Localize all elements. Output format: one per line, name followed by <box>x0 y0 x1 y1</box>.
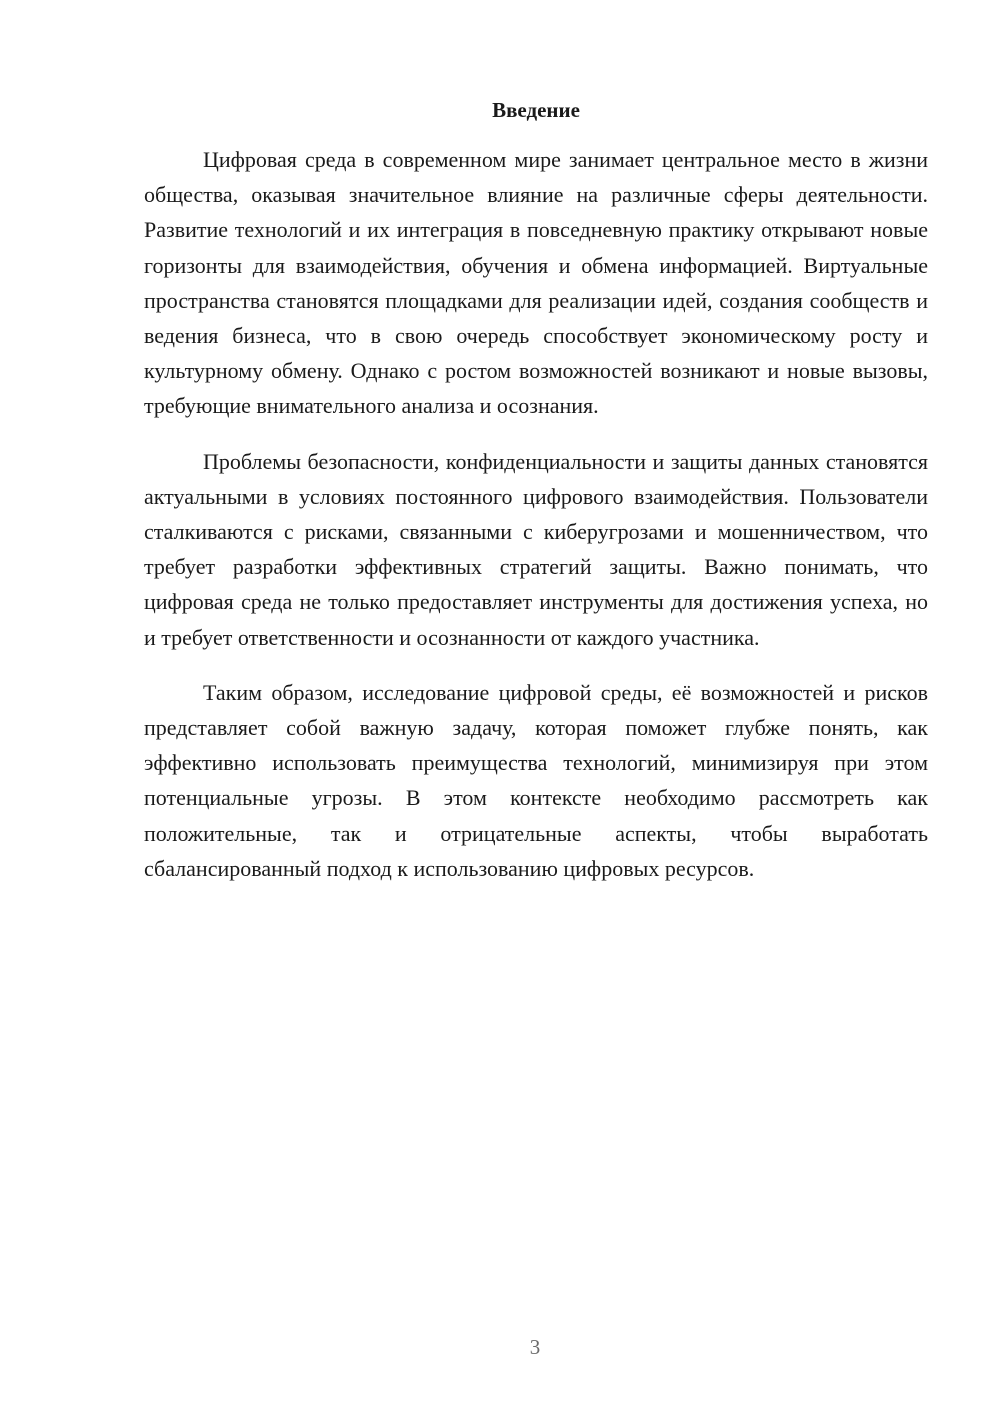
paragraph-3: Таким образом, исследование цифровой среды, её возможностей и рисков представляет собой важную задачу, которая поможет глубже понять, как эффективно использовать преимущества технологий, минимизируя при этом потенциальные угрозы. В этом контексте необходимо рассмотреть как положительные, так и отрицательные аспекты, чтобы выработать сбалансированный подход к использованию цифровых ресурсов. <box>144 679 928 881</box>
paragraph-2: Проблемы безопасности, конфиденциальности и защиты данных становятся актуальными в условиях постоянного цифрового взаимодействия. Пользователи сталкиваются с рисками, связанными с киберугрозами и мошенничеством, что требует разработки эффективных стратегий защиты. Важно понимать, что цифровая среда не только предоставляет инструменты для достижения успеха, но и требует ответственности и осознанности от каждого участника. <box>144 448 928 650</box>
section-heading: Введение <box>492 98 580 122</box>
page-content <box>144 94 928 886</box>
page-number: 3 <box>529 1335 541 1359</box>
paragraph-1: Цифровая среда в современном мире занимает центральное место в жизни общества, оказывая значительное влияние на различные сферы деятельности. Развитие технологий и их интеграция в повседневную практику открывают новые горизонты для взаимодействия, обучения и обмена информацией. Виртуальные пространства становятся площадками для реализации идей, создания сообществ и ведения бизнеса, что в свою очередь способствует экономическому росту и культурному обмену. Однако с ростом возможностей возникают и новые вызовы, требующие внимательного анализа и осознания. <box>144 147 928 419</box>
